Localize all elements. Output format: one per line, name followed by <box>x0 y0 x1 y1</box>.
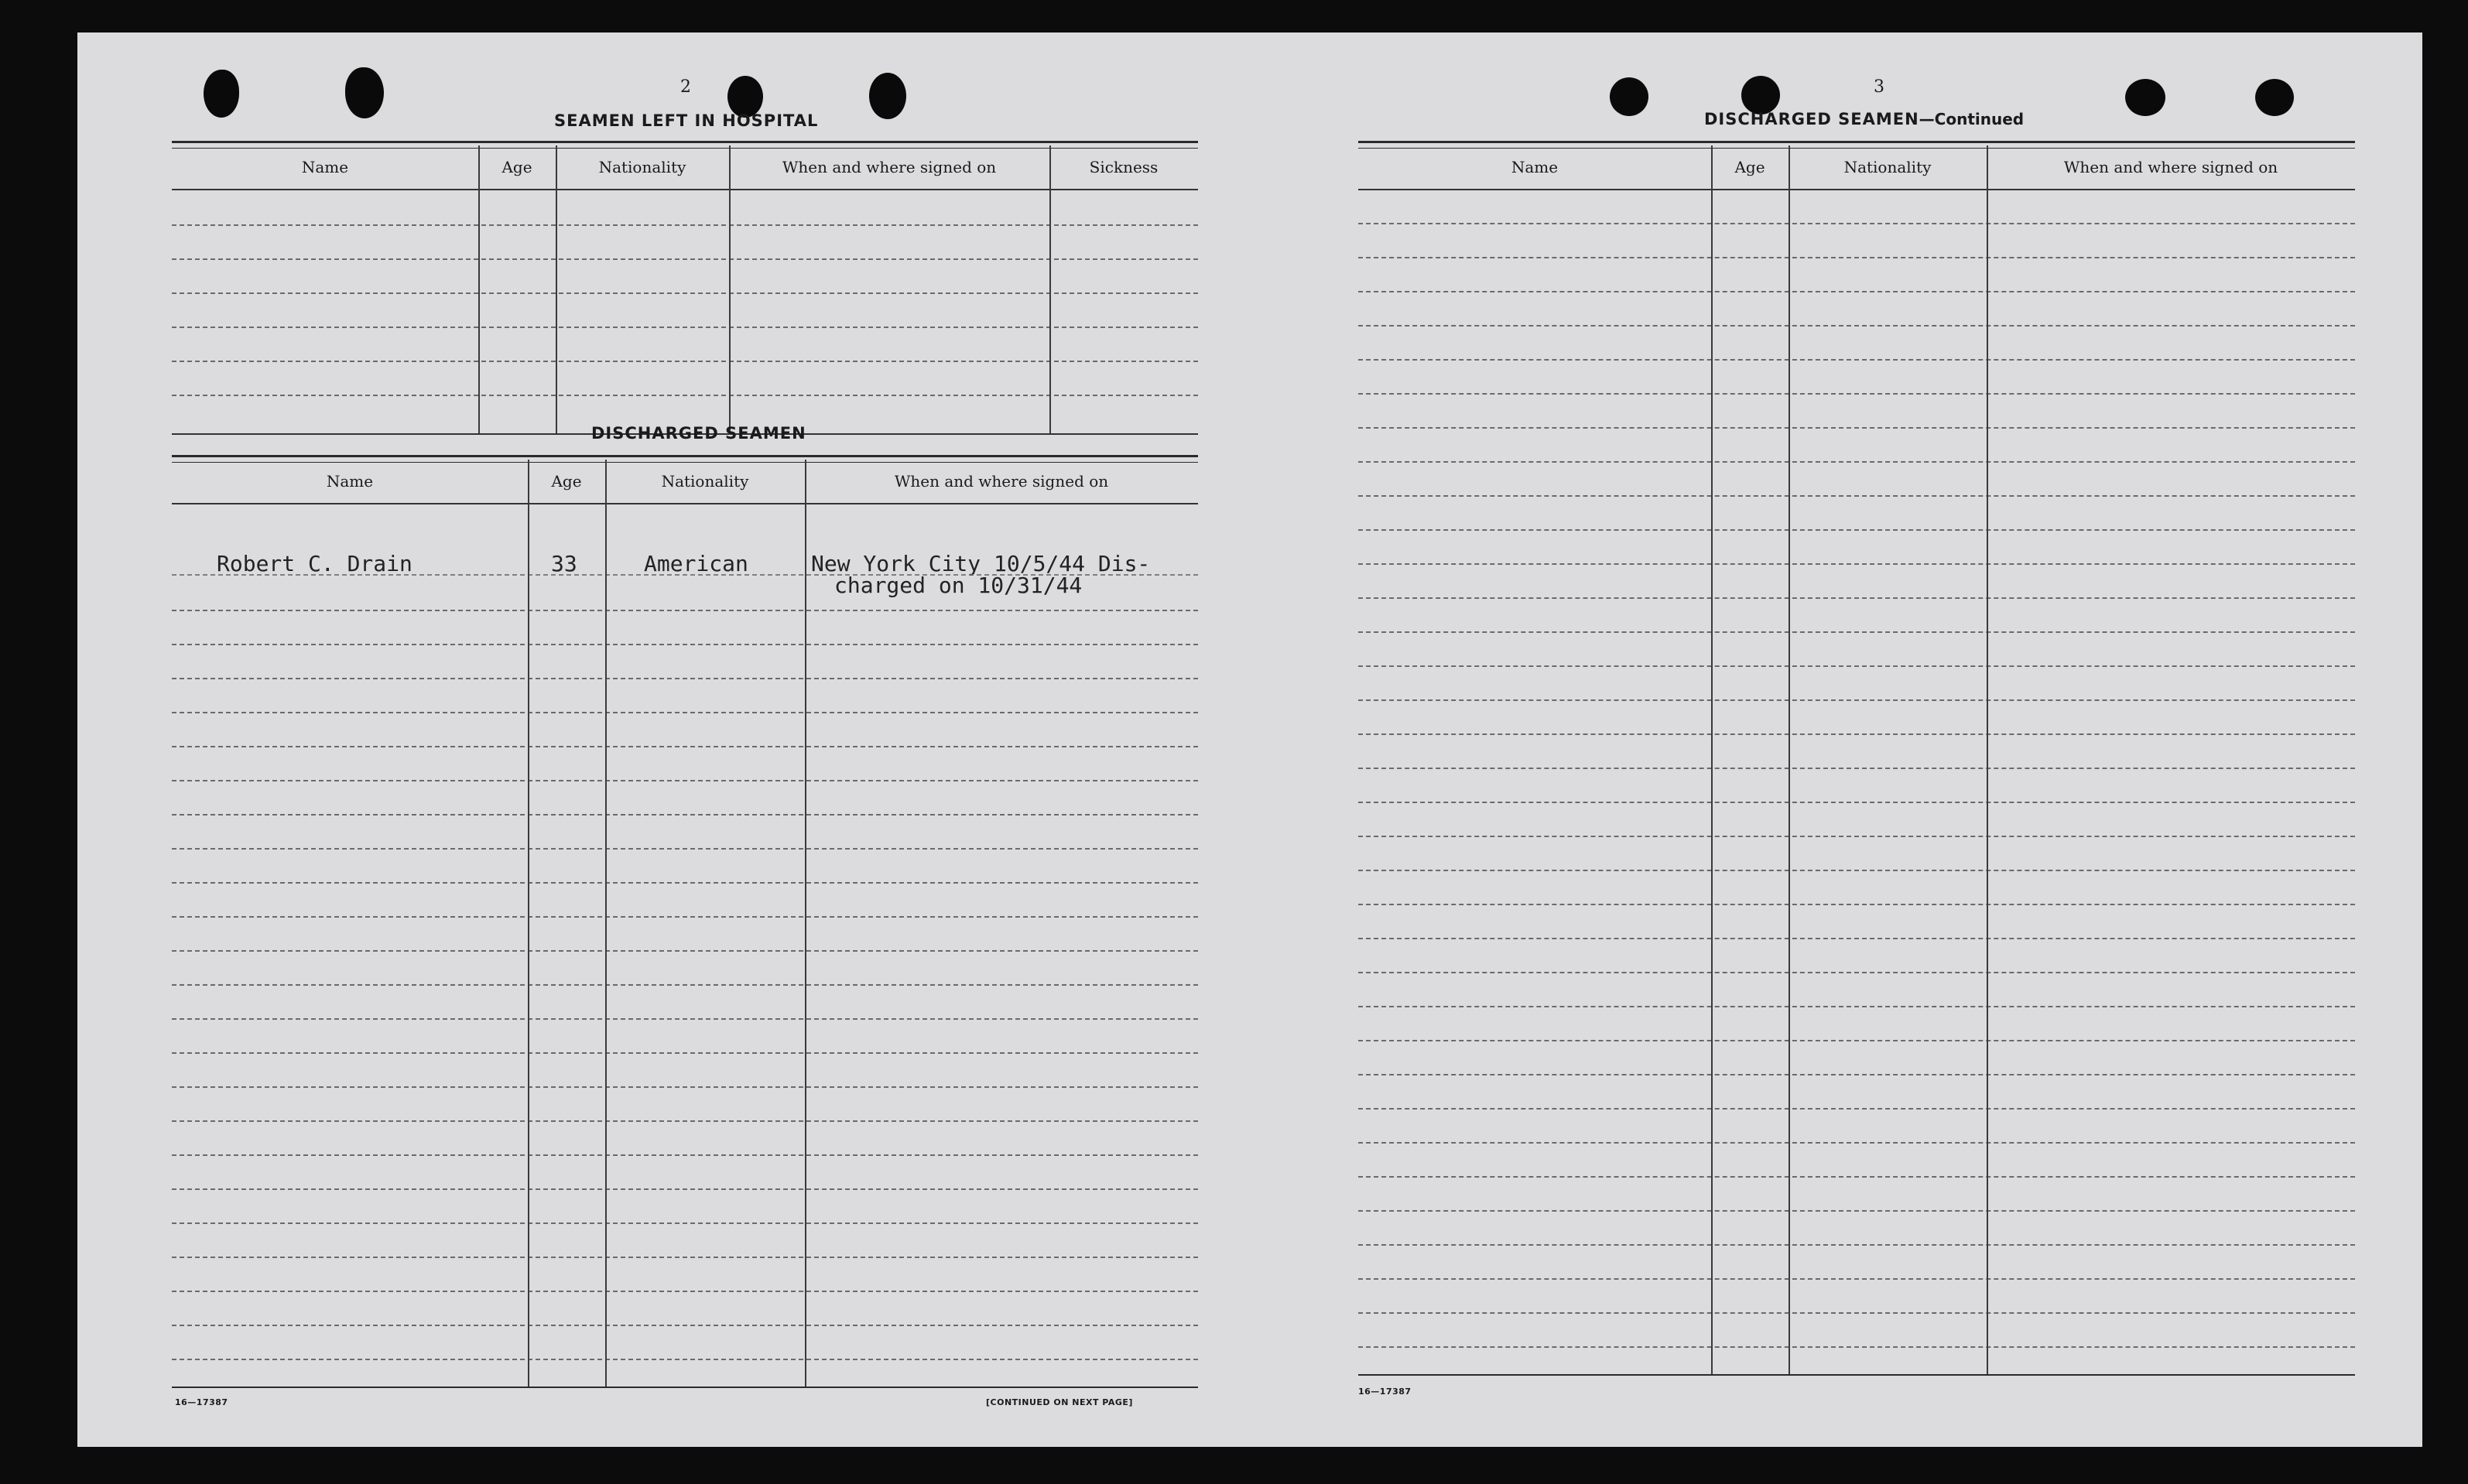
discharged-continued-title <box>1704 110 2024 128</box>
title-suffix: —Continued <box>1919 110 2025 128</box>
right-page <box>1250 32 2422 1447</box>
punch-hole <box>2125 79 2165 116</box>
punch-hole <box>1741 76 1780 115</box>
column-header-age: Age <box>1734 158 1765 176</box>
form-number: 16—17387 <box>1358 1387 1412 1397</box>
page-number: 3 <box>1874 77 1884 97</box>
column-header-name: Name <box>301 158 349 176</box>
seaman-signed-on-line2: charged on 10/31/44 <box>834 573 1083 598</box>
hospital-table <box>172 141 1198 439</box>
column-header-sickness: Sickness <box>1089 158 1159 176</box>
column-header-signed-on: When and where signed on <box>894 472 1109 491</box>
discharged-section-title: DISCHARGED SEAMEN <box>591 424 806 443</box>
punch-hole <box>2255 79 2294 116</box>
hospital-section-title: SEAMEN LEFT IN HOSPITAL <box>554 111 819 130</box>
continued-note: [CONTINUED ON NEXT PAGE] <box>986 1397 1133 1407</box>
column-header-age: Age <box>501 158 532 176</box>
punch-hole <box>204 70 239 118</box>
punch-hole <box>869 73 906 119</box>
column-header-name: Name <box>326 472 374 491</box>
column-header-nationality: Nationality <box>1843 158 1932 176</box>
column-header-nationality: Nationality <box>661 472 749 491</box>
column-header-name: Name <box>1511 158 1559 176</box>
discharged-continued-table <box>1358 141 2355 1376</box>
page-number: 2 <box>680 77 691 97</box>
seaman-name: Robert C. Drain <box>217 551 412 576</box>
seaman-nationality: American <box>644 551 748 576</box>
column-header-signed-on: When and where signed on <box>2063 158 2278 176</box>
seaman-signed-on-line1: New York City 10/5/44 Dis- <box>811 551 1151 576</box>
scanned-document <box>77 32 2422 1447</box>
column-header-nationality: Nationality <box>598 158 686 176</box>
punch-hole <box>345 67 384 118</box>
column-header-age: Age <box>551 472 582 491</box>
left-page <box>77 32 1250 1447</box>
punch-hole <box>1610 77 1648 116</box>
form-number: 16—17387 <box>175 1397 228 1407</box>
column-header-signed-on: When and where signed on <box>782 158 997 176</box>
seaman-age: 33 <box>551 551 577 576</box>
discharged-table <box>172 455 1198 1394</box>
title-main: DISCHARGED SEAMEN <box>1704 110 1919 128</box>
